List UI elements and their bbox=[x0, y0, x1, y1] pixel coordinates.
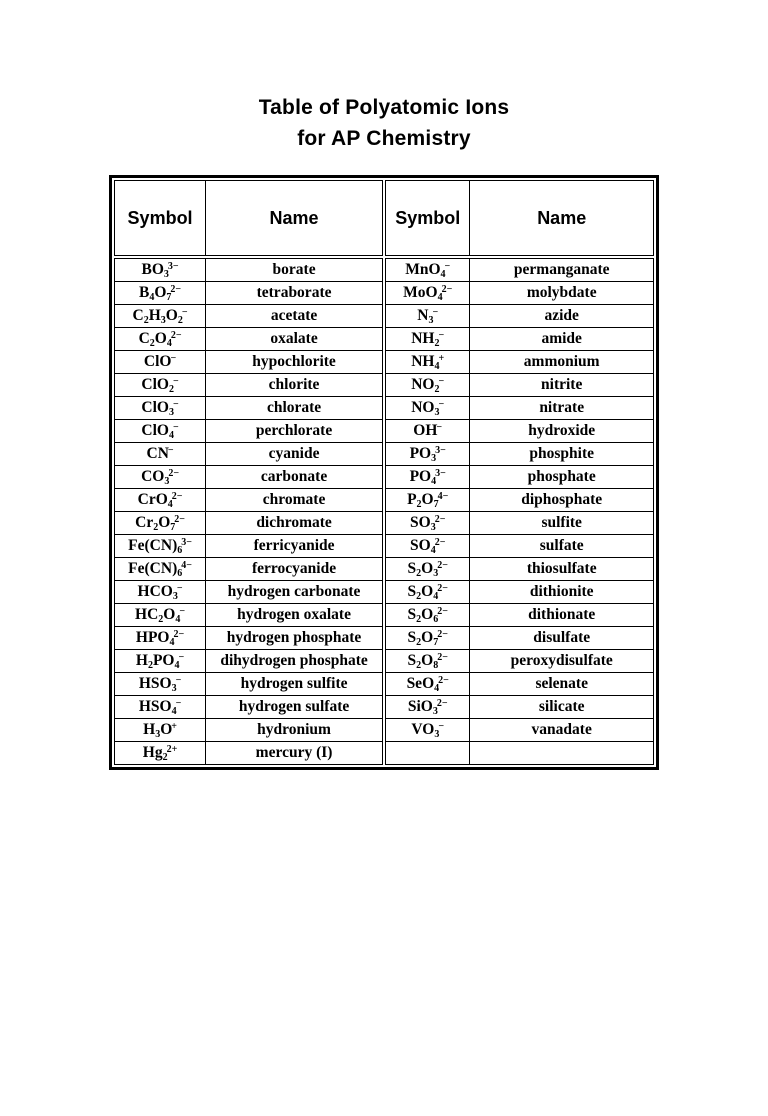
ion-symbol-cell: ClO− bbox=[115, 351, 206, 374]
ion-name-cell: tetraborate bbox=[206, 282, 383, 305]
ion-symbol-cell: $HCO_3^-$ bbox=[115, 581, 206, 604]
ion-table-right bbox=[385, 180, 654, 765]
ion-symbol-cell: $H_3O^+$ bbox=[115, 719, 206, 742]
ion-symbol-cell: OH− bbox=[386, 420, 470, 443]
ion-name-cell: ammonium bbox=[470, 351, 654, 374]
header-row bbox=[115, 181, 383, 258]
ion-row bbox=[115, 719, 383, 742]
ion-name-cell: hydroxide bbox=[470, 420, 654, 443]
ion-symbol-cell: $Fe(CN)_6^{4-}$ bbox=[115, 558, 206, 581]
ion-row bbox=[386, 397, 654, 420]
ion-name-cell: hydrogen carbonate bbox=[206, 581, 383, 604]
ion-row bbox=[386, 742, 654, 765]
ion-symbol-cell: $S_2O_4^{2-}$ bbox=[386, 581, 470, 604]
ion-row bbox=[386, 443, 654, 466]
ion-name-cell: dithionate bbox=[470, 604, 654, 627]
ion-symbol-cell: $C_2O_4^{2-}$ bbox=[115, 328, 206, 351]
ion-row bbox=[386, 305, 654, 328]
ion-name-cell: selenate bbox=[470, 673, 654, 696]
ion-symbol-cell: MnO$_4$− bbox=[386, 257, 470, 282]
ion-name-cell: silicate bbox=[470, 696, 654, 719]
ion-row bbox=[115, 627, 383, 650]
ion-name-cell: permanganate bbox=[470, 257, 654, 282]
ion-symbol-cell: $NH_4^+$ bbox=[386, 351, 470, 374]
ion-row bbox=[386, 673, 654, 696]
ion-name-cell: acetate bbox=[206, 305, 383, 328]
document-page bbox=[0, 92, 768, 770]
ion-name-cell: hydronium bbox=[206, 719, 383, 742]
ion-table-right-body bbox=[386, 257, 654, 765]
ion-row bbox=[115, 351, 383, 374]
ion-symbol-cell: SeO$_4^{2-}$ bbox=[386, 673, 470, 696]
page-title bbox=[0, 92, 768, 154]
ion-row bbox=[115, 535, 383, 558]
ion-name-cell: sulfite bbox=[470, 512, 654, 535]
ion-row bbox=[115, 282, 383, 305]
ion-symbol-cell: ClO$_2$− bbox=[115, 374, 206, 397]
ion-row bbox=[115, 420, 383, 443]
ion-name-cell: cyanide bbox=[206, 443, 383, 466]
ion-symbol-cell: CrO$_4^{2-}$ bbox=[115, 489, 206, 512]
ion-name-cell: molybdate bbox=[470, 282, 654, 305]
ion-row bbox=[386, 328, 654, 351]
ion-row bbox=[386, 696, 654, 719]
ion-row bbox=[386, 558, 654, 581]
ion-symbol-cell: $NH_2^-$ bbox=[386, 328, 470, 351]
ion-symbol-cell: $Hg_2^{2+}$ bbox=[115, 742, 206, 765]
ion-name-cell: oxalate bbox=[206, 328, 383, 351]
ion-name-cell: nitrate bbox=[470, 397, 654, 420]
ion-row bbox=[386, 466, 654, 489]
ion-symbol-cell: $HSO_4^-$ bbox=[115, 696, 206, 719]
column-header-symbol: Symbol bbox=[386, 181, 470, 258]
header-row bbox=[386, 181, 654, 258]
ion-symbol-cell: $S_2O_7^{2-}$ bbox=[386, 627, 470, 650]
ion-row bbox=[386, 282, 654, 305]
ion-name-cell: dihydrogen phosphate bbox=[206, 650, 383, 673]
ion-row bbox=[115, 742, 383, 765]
ion-row bbox=[386, 489, 654, 512]
ion-name-cell: chlorate bbox=[206, 397, 383, 420]
ion-symbol-cell: MoO$_4^{2-}$ bbox=[386, 282, 470, 305]
ion-symbol-cell: $B_4O_7^{2-}$ bbox=[115, 282, 206, 305]
ion-row bbox=[115, 581, 383, 604]
ion-row bbox=[115, 696, 383, 719]
ion-name-cell: ferricyanide bbox=[206, 535, 383, 558]
ion-symbol-cell: $S_2O_8^{2-}$ bbox=[386, 650, 470, 673]
ion-row bbox=[115, 443, 383, 466]
ion-row bbox=[386, 351, 654, 374]
ion-symbol-cell: $H_2PO_4^-$ bbox=[115, 650, 206, 673]
column-header-name: Name bbox=[206, 181, 383, 258]
ion-symbol-cell: $P_2O_7^{4-}$ bbox=[386, 489, 470, 512]
ion-name-cell: hydrogen phosphate bbox=[206, 627, 383, 650]
ion-row bbox=[386, 650, 654, 673]
ion-name-cell: hydrogen sulfate bbox=[206, 696, 383, 719]
ion-row bbox=[386, 420, 654, 443]
ion-symbol-cell: $SO_4^{2-}$ bbox=[386, 535, 470, 558]
ion-row bbox=[386, 535, 654, 558]
ion-row bbox=[115, 305, 383, 328]
ion-name-cell bbox=[470, 742, 654, 765]
ion-table-left-body bbox=[115, 257, 383, 765]
ion-name-cell: peroxydisulfate bbox=[470, 650, 654, 673]
ion-symbol-cell: CN− bbox=[115, 443, 206, 466]
ion-row bbox=[115, 257, 383, 282]
ion-symbol-cell: $PO_4^{3-}$ bbox=[386, 466, 470, 489]
title-line-2: for AP Chemistry bbox=[297, 127, 471, 150]
ion-name-cell: chromate bbox=[206, 489, 383, 512]
ion-name-cell: disulfate bbox=[470, 627, 654, 650]
ion-row bbox=[115, 650, 383, 673]
ion-symbol-cell: $HPO_4^{2-}$ bbox=[115, 627, 206, 650]
title-line-1: Table of Polyatomic Ions bbox=[258, 96, 510, 119]
ion-name-cell: azide bbox=[470, 305, 654, 328]
ion-symbol-cell: $C_2H_3O_2^-$ bbox=[115, 305, 206, 328]
ion-name-cell: mercury (I) bbox=[206, 742, 383, 765]
ion-symbol-cell: $NO_3^-$ bbox=[386, 397, 470, 420]
ion-symbol-cell: $BO_3^{3-}$ bbox=[115, 257, 206, 282]
ion-row bbox=[115, 512, 383, 535]
column-header-name: Name bbox=[470, 181, 654, 258]
ion-row bbox=[386, 627, 654, 650]
ion-symbol-cell: $S_2O_6^{2-}$ bbox=[386, 604, 470, 627]
ion-symbol-cell: $N_3^-$ bbox=[386, 305, 470, 328]
ion-symbol-cell bbox=[386, 742, 470, 765]
ion-name-cell: perchlorate bbox=[206, 420, 383, 443]
ion-symbol-cell: $S_2O_3^{2-}$ bbox=[386, 558, 470, 581]
ion-name-cell: dichromate bbox=[206, 512, 383, 535]
ion-name-cell: carbonate bbox=[206, 466, 383, 489]
ion-symbol-cell: $Fe(CN)_6^{3-}$ bbox=[115, 535, 206, 558]
ion-symbol-cell: $VO_3^-$ bbox=[386, 719, 470, 742]
ion-name-cell: phosphite bbox=[470, 443, 654, 466]
ion-name-cell: thiosulfate bbox=[470, 558, 654, 581]
ion-symbol-cell: $NO_2^-$ bbox=[386, 374, 470, 397]
ion-name-cell: phosphate bbox=[470, 466, 654, 489]
ion-row bbox=[115, 328, 383, 351]
ion-name-cell: hydrogen oxalate bbox=[206, 604, 383, 627]
ion-name-cell: dithionite bbox=[470, 581, 654, 604]
ion-name-cell: nitrite bbox=[470, 374, 654, 397]
ion-name-cell: amide bbox=[470, 328, 654, 351]
column-header-symbol: Symbol bbox=[115, 181, 206, 258]
ion-symbol-cell: SiO$_3^{2-}$ bbox=[386, 696, 470, 719]
ion-row bbox=[115, 604, 383, 627]
ion-name-cell: chlorite bbox=[206, 374, 383, 397]
ion-table-left bbox=[114, 180, 383, 765]
ion-symbol-cell: $SO_3^{2-}$ bbox=[386, 512, 470, 535]
ion-name-cell: hypochlorite bbox=[206, 351, 383, 374]
ion-symbol-cell: $Cr_2O_7^{2-}$ bbox=[115, 512, 206, 535]
ion-symbol-cell: $PO_3^{3-}$ bbox=[386, 443, 470, 466]
ion-row bbox=[115, 374, 383, 397]
ion-row bbox=[386, 512, 654, 535]
ion-row bbox=[115, 466, 383, 489]
ion-row bbox=[115, 673, 383, 696]
ion-name-cell: diphosphate bbox=[470, 489, 654, 512]
ion-row bbox=[386, 374, 654, 397]
ion-row bbox=[386, 719, 654, 742]
ion-symbol-cell: ClO$_3$− bbox=[115, 397, 206, 420]
ion-row bbox=[386, 257, 654, 282]
ion-row bbox=[386, 581, 654, 604]
ion-row bbox=[115, 397, 383, 420]
ion-symbol-cell: ClO$_4$− bbox=[115, 420, 206, 443]
ion-symbol-cell: $HSO_3^-$ bbox=[115, 673, 206, 696]
ion-tables-frame bbox=[109, 175, 659, 770]
ion-name-cell: hydrogen sulfite bbox=[206, 673, 383, 696]
ion-row bbox=[386, 604, 654, 627]
ion-name-cell: borate bbox=[206, 257, 383, 282]
ion-symbol-cell: $CO_3^{2-}$ bbox=[115, 466, 206, 489]
ion-name-cell: vanadate bbox=[470, 719, 654, 742]
ion-name-cell: sulfate bbox=[470, 535, 654, 558]
ion-row bbox=[115, 558, 383, 581]
ion-name-cell: ferrocyanide bbox=[206, 558, 383, 581]
ion-row bbox=[115, 489, 383, 512]
ion-symbol-cell: $HC_2O_4^-$ bbox=[115, 604, 206, 627]
